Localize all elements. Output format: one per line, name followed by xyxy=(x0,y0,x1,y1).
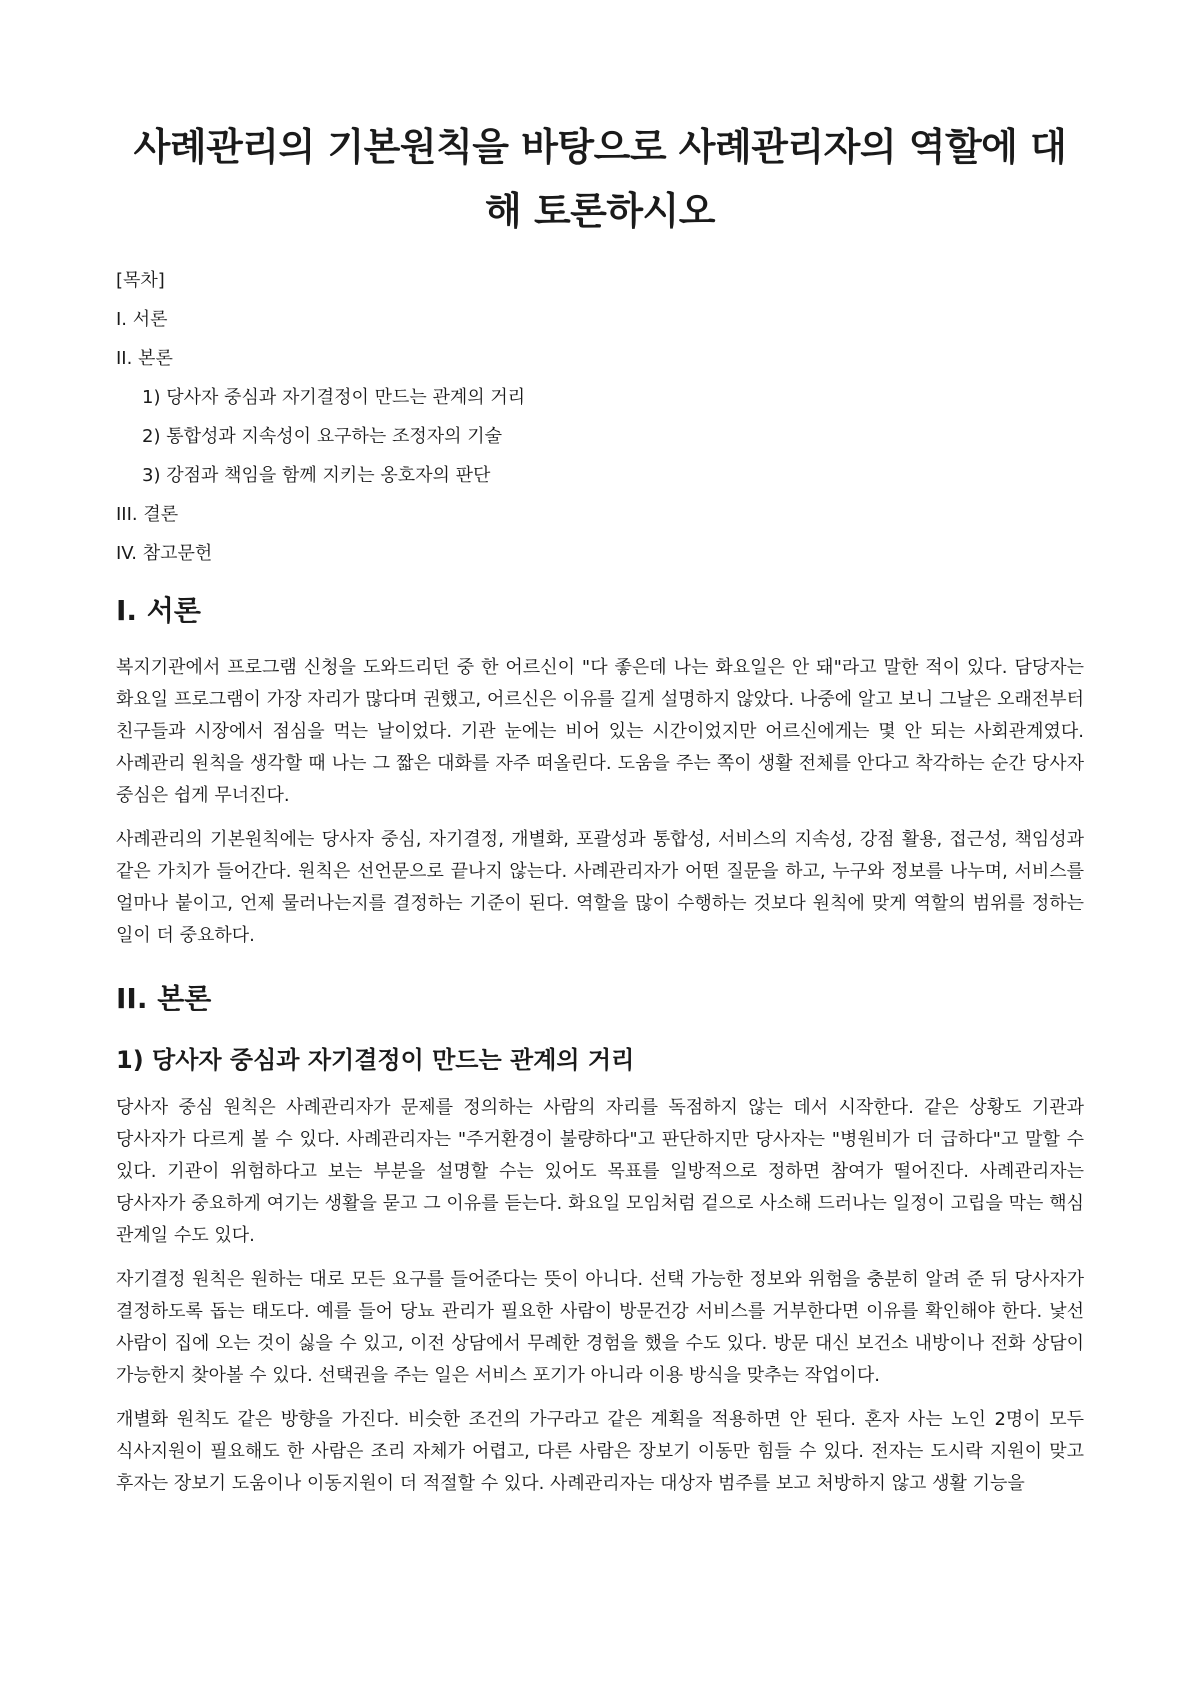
table-of-contents xyxy=(116,271,1084,564)
toc-item-body-1: 1) 당사자 중심과 자기결정이 만드는 관계의 거리 xyxy=(142,387,526,408)
toc-item-body: II. 본론 xyxy=(116,348,173,369)
toc-item-body-2: 2) 통합성과 지속성이 요구하는 조정자의 기술 xyxy=(142,426,503,447)
body-paragraph: 개별화 원칙도 같은 방향을 가진다. 비슷한 조건의 가구라고 같은 계획을 적용하면 안 된다. 혼자 사는 노인 2명이 모두 식사지원이 필요해도 한 사람은 조리 자체가 어렵고, 다른 사람은 장보기 이동만 힘들 수 있다. 전자는 도시락 지원이 맞고 후자는 장보기 도움이나 이동지원이 더 적절할 수 있다. 사례관리자는 대상자 범주를 보고 처방하지 않고 생활 기능을 xyxy=(116,1409,1084,1494)
toc-item-body-3: 3) 강점과 책임을 함께 지키는 옹호자의 판단 xyxy=(142,465,491,486)
intro-paragraph: 복지기관에서 프로그램 신청을 도와드리던 중 한 어르신이 "다 좋은데 나는 화요일은 안 돼"라고 말한 적이 있다. 담당자는 화요일 프로그램이 가장 자리가 많다며 권했고, 어르신은 이유를 길게 설명하지 않았다. 나중에 알고 보니 그날은 오래전부터 친구들과 시장에서 점심을 먹는 날이었다. 기관 눈에는 비어 있는 시간이었지만 어르신에게는 몇 안 되는 사회관계였다. 사례관리 원칙을 생각할 때 나는 그 짧은 대화를 자주 떠올린다. 도움을 주는 쪽이 생활 전체를 안다고 착각하는 순간 당사자 중심은 쉽게 무너진다. xyxy=(116,657,1084,806)
toc-item-intro: I. 서론 xyxy=(116,309,168,330)
document-page xyxy=(116,115,1084,1512)
toc-heading: [목차] xyxy=(116,270,165,291)
body-paragraph: 당사자 중심 원칙은 사례관리자가 문제를 정의하는 사람의 자리를 독점하지 않는 데서 시작한다. 같은 상황도 기관과 당사자가 다르게 볼 수 있다. 사례관리자는 "주거환경이 불량하다"고 판단하지만 당사자는 "병원비가 더 급하다"고 말할 수 있다. 기관이 위험하다고 보는 부분을 설명할 수는 있어도 목표를 일방적으로 정하면 참여가 떨어진다. 사례관리자는 당사자가 중요하게 여기는 생활을 묻고 그 이유를 듣는다. 화요일 모임처럼 겉으로 사소해 드러나는 일정이 고립을 막는 핵심 관계일 수도 있다. xyxy=(116,1097,1084,1246)
section-heading-body: II. 본론 xyxy=(116,982,212,1015)
body-paragraph: 자기결정 원칙은 원하는 대로 모든 요구를 들어준다는 뜻이 아니다. 선택 가능한 정보와 위험을 충분히 알려 준 뒤 당사자가 결정하도록 돕는 태도다. 예를 들어 당뇨 관리가 필요한 사람이 방문건강 서비스를 거부한다면 이유를 확인해야 한다. 낯선 사람이 집에 오는 것이 싫을 수 있고, 이전 상담에서 무례한 경험을 했을 수도 있다. 방문 대신 보건소 내방이나 전화 상담이 가능한지 찾아볼 수 있다. 선택권을 주는 일은 서비스 포기가 아니라 이용 방식을 맞추는 작업이다. xyxy=(116,1269,1084,1386)
document-title: 사례관리의 기본원칙을 바탕으로 사례관리자의 역할에 대해 토론하시오 xyxy=(133,125,1067,233)
intro-paragraph: 사례관리의 기본원칙에는 당사자 중심, 자기결정, 개별화, 포괄성과 통합성, 서비스의 지속성, 강점 활용, 접근성, 책임성과 같은 가치가 들어간다. 원칙은 선언문으로 끝나지 않는다. 사례관리자가 어떤 질문을 하고, 누구와 정보를 나누며, 서비스를 얼마나 붙이고, 언제 물러나는지를 결정하는 기준이 된다. 역할을 많이 수행하는 것보다 원칙에 맞게 역할의 범위를 정하는 일이 더 중요하다. xyxy=(116,829,1084,946)
toc-item-conclusion: III. 결론 xyxy=(116,504,179,525)
section-heading-intro: I. 서론 xyxy=(116,594,201,627)
toc-item-references: IV. 참고문헌 xyxy=(116,543,213,564)
subsection-heading-1: 1) 당사자 중심과 자기결정이 만드는 관계의 거리 xyxy=(116,1046,635,1074)
